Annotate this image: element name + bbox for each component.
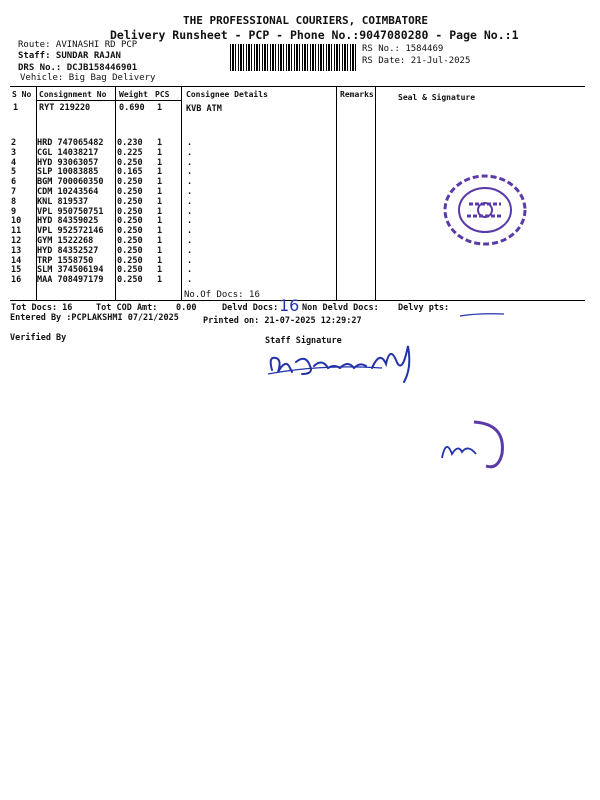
row-consignee: .: [187, 245, 193, 256]
row-pcs: 1: [157, 157, 163, 168]
row-sno: 16: [11, 275, 22, 286]
tot-cod-label: Tot COD Amt:: [96, 303, 158, 313]
row-weight: 0.250: [117, 265, 143, 276]
col-header-remarks: Remarks: [340, 90, 374, 99]
tot-cod-value: 0.00: [176, 303, 197, 313]
tot-docs: Tot Docs: 16: [11, 303, 73, 313]
row-weight: 0.250: [117, 196, 143, 207]
row-pcs: 1: [157, 186, 163, 197]
row-consignee: .: [187, 206, 193, 217]
row-consignment: KNL 819537: [37, 196, 89, 207]
row-weight: 0.250: [117, 216, 143, 227]
row-weight: 0.250: [117, 206, 143, 217]
row1-pcs: 1: [157, 103, 163, 113]
col-header-pcs: PCS: [155, 90, 170, 99]
row-sno: 10: [11, 216, 22, 227]
row-sno: 11: [11, 226, 22, 237]
row-sno: 3: [11, 147, 17, 158]
col-divider: [336, 86, 337, 300]
row-consignment: CDM 10243564: [37, 186, 99, 197]
row-consignee: .: [187, 265, 193, 276]
row-pcs: 1: [157, 275, 163, 286]
delvd-docs-label: Delvd Docs:: [222, 303, 279, 313]
vehicle-label: Vehicle: Big Bag Delivery: [20, 73, 156, 83]
row-weight: 0.165: [117, 167, 143, 178]
row-pcs: 1: [157, 206, 163, 217]
row1-sno: 1: [13, 103, 19, 113]
row-sno: 4: [11, 157, 17, 168]
row-consignment: MAA 708497179: [37, 275, 104, 286]
rs-date: RS Date: 21-Jul-2025: [362, 56, 471, 66]
delvd-docs-handwritten: 16: [279, 296, 300, 315]
row-consignment: SLP 10083885: [37, 167, 99, 178]
row-consignee: .: [187, 157, 193, 168]
col-header-sno: S No: [12, 90, 32, 99]
row-consignee: .: [187, 275, 193, 286]
row-weight: 0.250: [117, 235, 143, 246]
col-header-consignment: Consignment No: [39, 90, 107, 99]
ink-stroke: [458, 311, 506, 319]
row-consignment: HRD 747065482: [37, 138, 104, 148]
row-sno: 2: [11, 138, 17, 148]
row-sno: 9: [11, 206, 17, 217]
row-consignee: .: [187, 235, 193, 246]
row-pcs: 1: [157, 235, 163, 246]
staff-label: Staff: SUNDAR RAJAN: [18, 51, 121, 61]
row-consignment: GYM 1522268: [37, 235, 94, 246]
row-sno: 6: [11, 177, 17, 188]
row1-weight: 0.690: [119, 103, 145, 113]
staff-signature: [262, 338, 437, 386]
row-weight: 0.250: [117, 186, 143, 197]
rs-number: RS No.: 1584469: [362, 44, 444, 54]
row1-consignment: RYT 219220: [39, 103, 91, 113]
row-sno: 14: [11, 255, 22, 266]
row-sno: 7: [11, 186, 17, 197]
row-consignment: CGL 14038217: [37, 147, 99, 158]
row-consignment: HYD 93063057: [37, 157, 99, 168]
col-header-weight: Weight: [119, 90, 148, 99]
row-consignee: .: [187, 167, 193, 178]
row-consignee: .: [187, 138, 193, 148]
col-divider: [375, 86, 376, 300]
table-row: [11, 276, 207, 286]
row-weight: 0.250: [117, 275, 143, 286]
printed-on: Printed on: 21-07-2025 12:29:27: [203, 316, 362, 326]
table-top-rule: [10, 86, 585, 87]
row-sno: 8: [11, 196, 17, 207]
row-sno: 13: [11, 245, 22, 256]
row-pcs: 1: [157, 245, 163, 256]
row-consignment: HYD 84352527: [37, 245, 99, 256]
row-consignment: TRP 1558750: [37, 255, 94, 266]
row-pcs: 1: [157, 147, 163, 158]
header-bottom-rule: [36, 100, 181, 101]
row-consignment: BGM 700060350: [37, 177, 104, 188]
row-consignee: .: [187, 216, 193, 227]
row-weight: 0.225: [117, 147, 143, 158]
row-sno: 5: [11, 167, 17, 178]
row-consignment: SLM 374506194: [37, 265, 104, 276]
row-weight: 0.250: [117, 157, 143, 168]
row-consignment: VPL 952572146: [37, 226, 104, 237]
row1-consignee: KVB ATM: [186, 104, 222, 114]
row-consignee: .: [187, 186, 193, 197]
row-weight: 0.230: [117, 138, 143, 148]
row-pcs: 1: [157, 226, 163, 237]
company-title: THE PROFESSIONAL COURIERS, COIMBATORE: [183, 14, 429, 27]
row-weight: 0.250: [117, 177, 143, 188]
row-pcs: 1: [157, 216, 163, 227]
runsheet-subtitle: Delivery Runsheet - PCP - Phone No.:9047080280 - Page No.:1: [110, 28, 519, 42]
row-consignee: .: [187, 177, 193, 188]
route-label: Route: AVINASHI RD PCP: [18, 40, 138, 50]
row-consignment: VPL 950750751: [37, 206, 104, 217]
row-sno: 12: [11, 235, 22, 246]
consignment-table: [11, 139, 207, 286]
row-sno: 15: [11, 265, 22, 276]
col-header-consignee: Consignee Details: [186, 90, 268, 99]
row-weight: 0.250: [117, 226, 143, 237]
row-consignee: .: [187, 196, 193, 207]
office-stamp: [441, 170, 531, 250]
drs-number: DRS No.: DCJB158446901: [18, 63, 138, 73]
row-pcs: 1: [157, 255, 163, 266]
row-consignment: HYD 84359025: [37, 216, 99, 227]
row-consignee: .: [187, 226, 193, 237]
row-pcs: 1: [157, 167, 163, 178]
verified-by: Verified By: [10, 333, 67, 343]
row-pcs: 1: [157, 138, 163, 148]
verifier-signature: [432, 414, 512, 474]
no-of-docs: No.Of Docs: 16: [184, 290, 260, 300]
barcode: [230, 44, 356, 71]
row-consignee: .: [187, 147, 193, 158]
row-pcs: 1: [157, 196, 163, 207]
delvy-pts-label: Delvy pts:: [398, 303, 450, 313]
staff-signature-label: Staff Signature: [265, 336, 342, 346]
row-weight: 0.250: [117, 245, 143, 256]
row-pcs: 1: [157, 177, 163, 188]
entered-by: Entered By :PCPLAKSHMI 07/21/2025: [10, 313, 179, 323]
row-pcs: 1: [157, 265, 163, 276]
col-header-seal: Seal & Signature: [398, 93, 476, 102]
row-consignee: .: [187, 255, 193, 266]
row-weight: 0.250: [117, 255, 143, 266]
non-delvd-docs-label: Non Delvd Docs:: [302, 303, 379, 313]
